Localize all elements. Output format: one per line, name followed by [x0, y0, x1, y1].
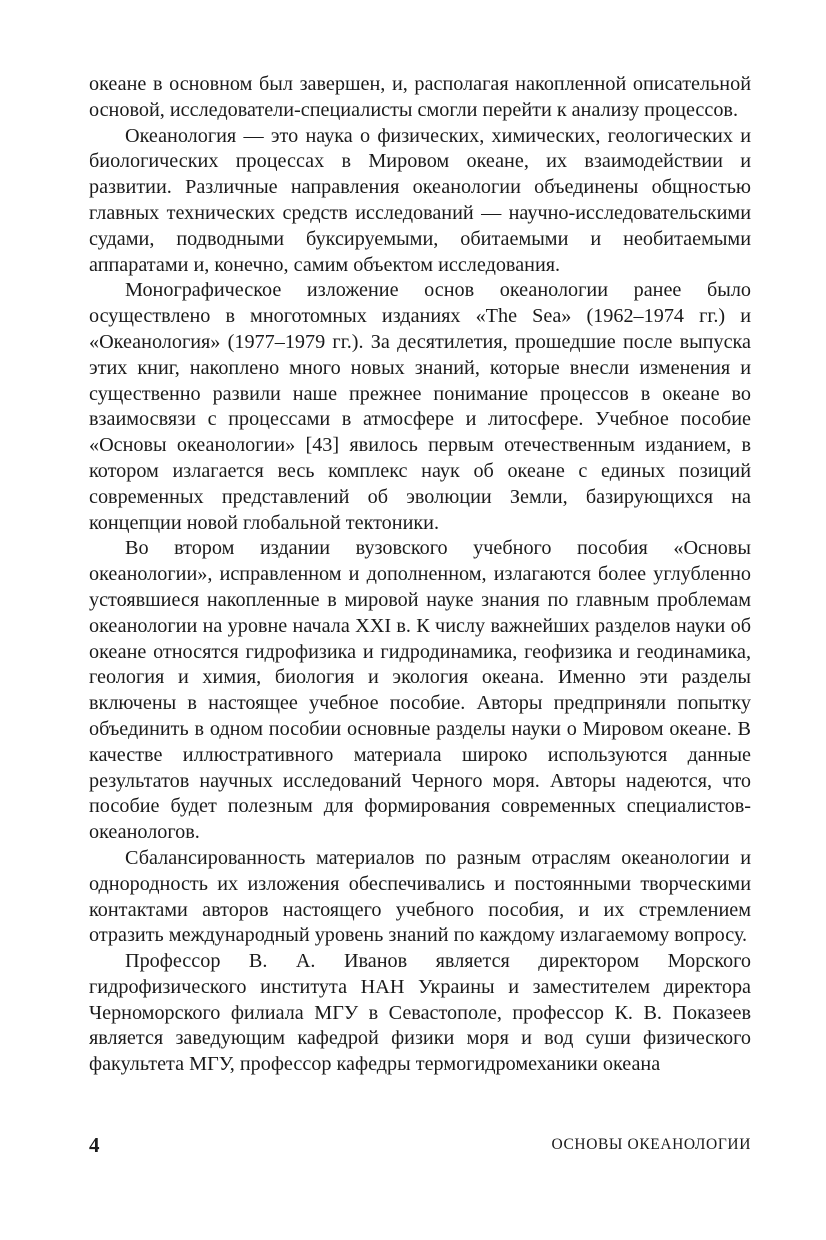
- paragraph-oceanology-definition: Океанология — это наука о физических, химических, геологических и биологических процессах в Мировом океане, их взаимодействии и развитии. Различные направления океанологии объединены общностью главных технических средств исследований — научно-исследовательскими судами, подводными буксируемыми, обитаемыми и необитаемыми аппаратами и, конечно, самим объектом исследования.: [89, 124, 751, 276]
- page-number: 4: [89, 1133, 100, 1157]
- paragraph-continuation: океане в основном был завершен, и, располагая накопленной описательной основой, исследователи-специалисты смогли перейти к анализу процессов.: [89, 73, 751, 121]
- page-footer: [89, 1133, 751, 1161]
- paragraph-authors: Профессор В. А. Иванов является директором Морского гидрофизического института НАН Украины и заместителем директора Черноморского филиала МГУ в Севастополе, профессор К. В. Показеев является заведующим кафедрой физики моря и вод суши физического факультета МГУ, профессор кафедры термогидромеханики океана: [89, 950, 751, 1076]
- paragraph-monographs: Монографическое изложение основ океанологии ранее было осуществлено в многотомных изданиях «The Sea» (1962–1974 гг.) и «Океанология» (1977–1979 гг.). За десятилетия, прошедшие после выпуска этих книг, накоплено много новых знаний, которые внесли изменения и существенно развили наше прежнее понимание процессов в океане во взаимосвязи с процессами в атмосфере и литосфере. Учебное пособие «Основы океанологии» [43] явилось первым отечественным изданием, в котором излагается весь комплекс наук об океане с единых позиций современных представлений об эволюции Земли, базирующихся на концепции новой глобальной тектоники.: [89, 279, 751, 534]
- body-text: [89, 72, 751, 1078]
- paragraph-second-edition: Во втором издании вузовского учебного пособия «Основы океанологии», исправленном и дополненном, излагаются более углубленно устоявшиеся накопленные в мировой науке знания по главным проблемам океанологии на уровне начала XXI в. К числу важнейших разделов науки об океане относятся гидрофизика и гидродинамика, геофизика и геодинамика, геология и химия, биология и экология океана. Именно эти разделы включены в настоящее учебное пособие. Авторы предприняли попытку объединить в одном пособии основные разделы науки о Мировом океане. В качестве иллюстративного материала широко используются данные результатов научных исследований Черного моря. Авторы надеются, что пособие будет полезным для формирования современных специалистов-океанологов.: [89, 537, 751, 844]
- paragraph-balance: Сбалансированность материалов по разным отраслям океанологии и однородность их изложения обеспечивались и постоянными творческими контактами авторов настоящего учебного пособия, и их стремлением отразить международный уровень знаний по каждому излагаемому вопросу.: [89, 846, 751, 947]
- running-title: ОСНОВЫ ОКЕАНОЛОГИИ: [551, 1136, 751, 1153]
